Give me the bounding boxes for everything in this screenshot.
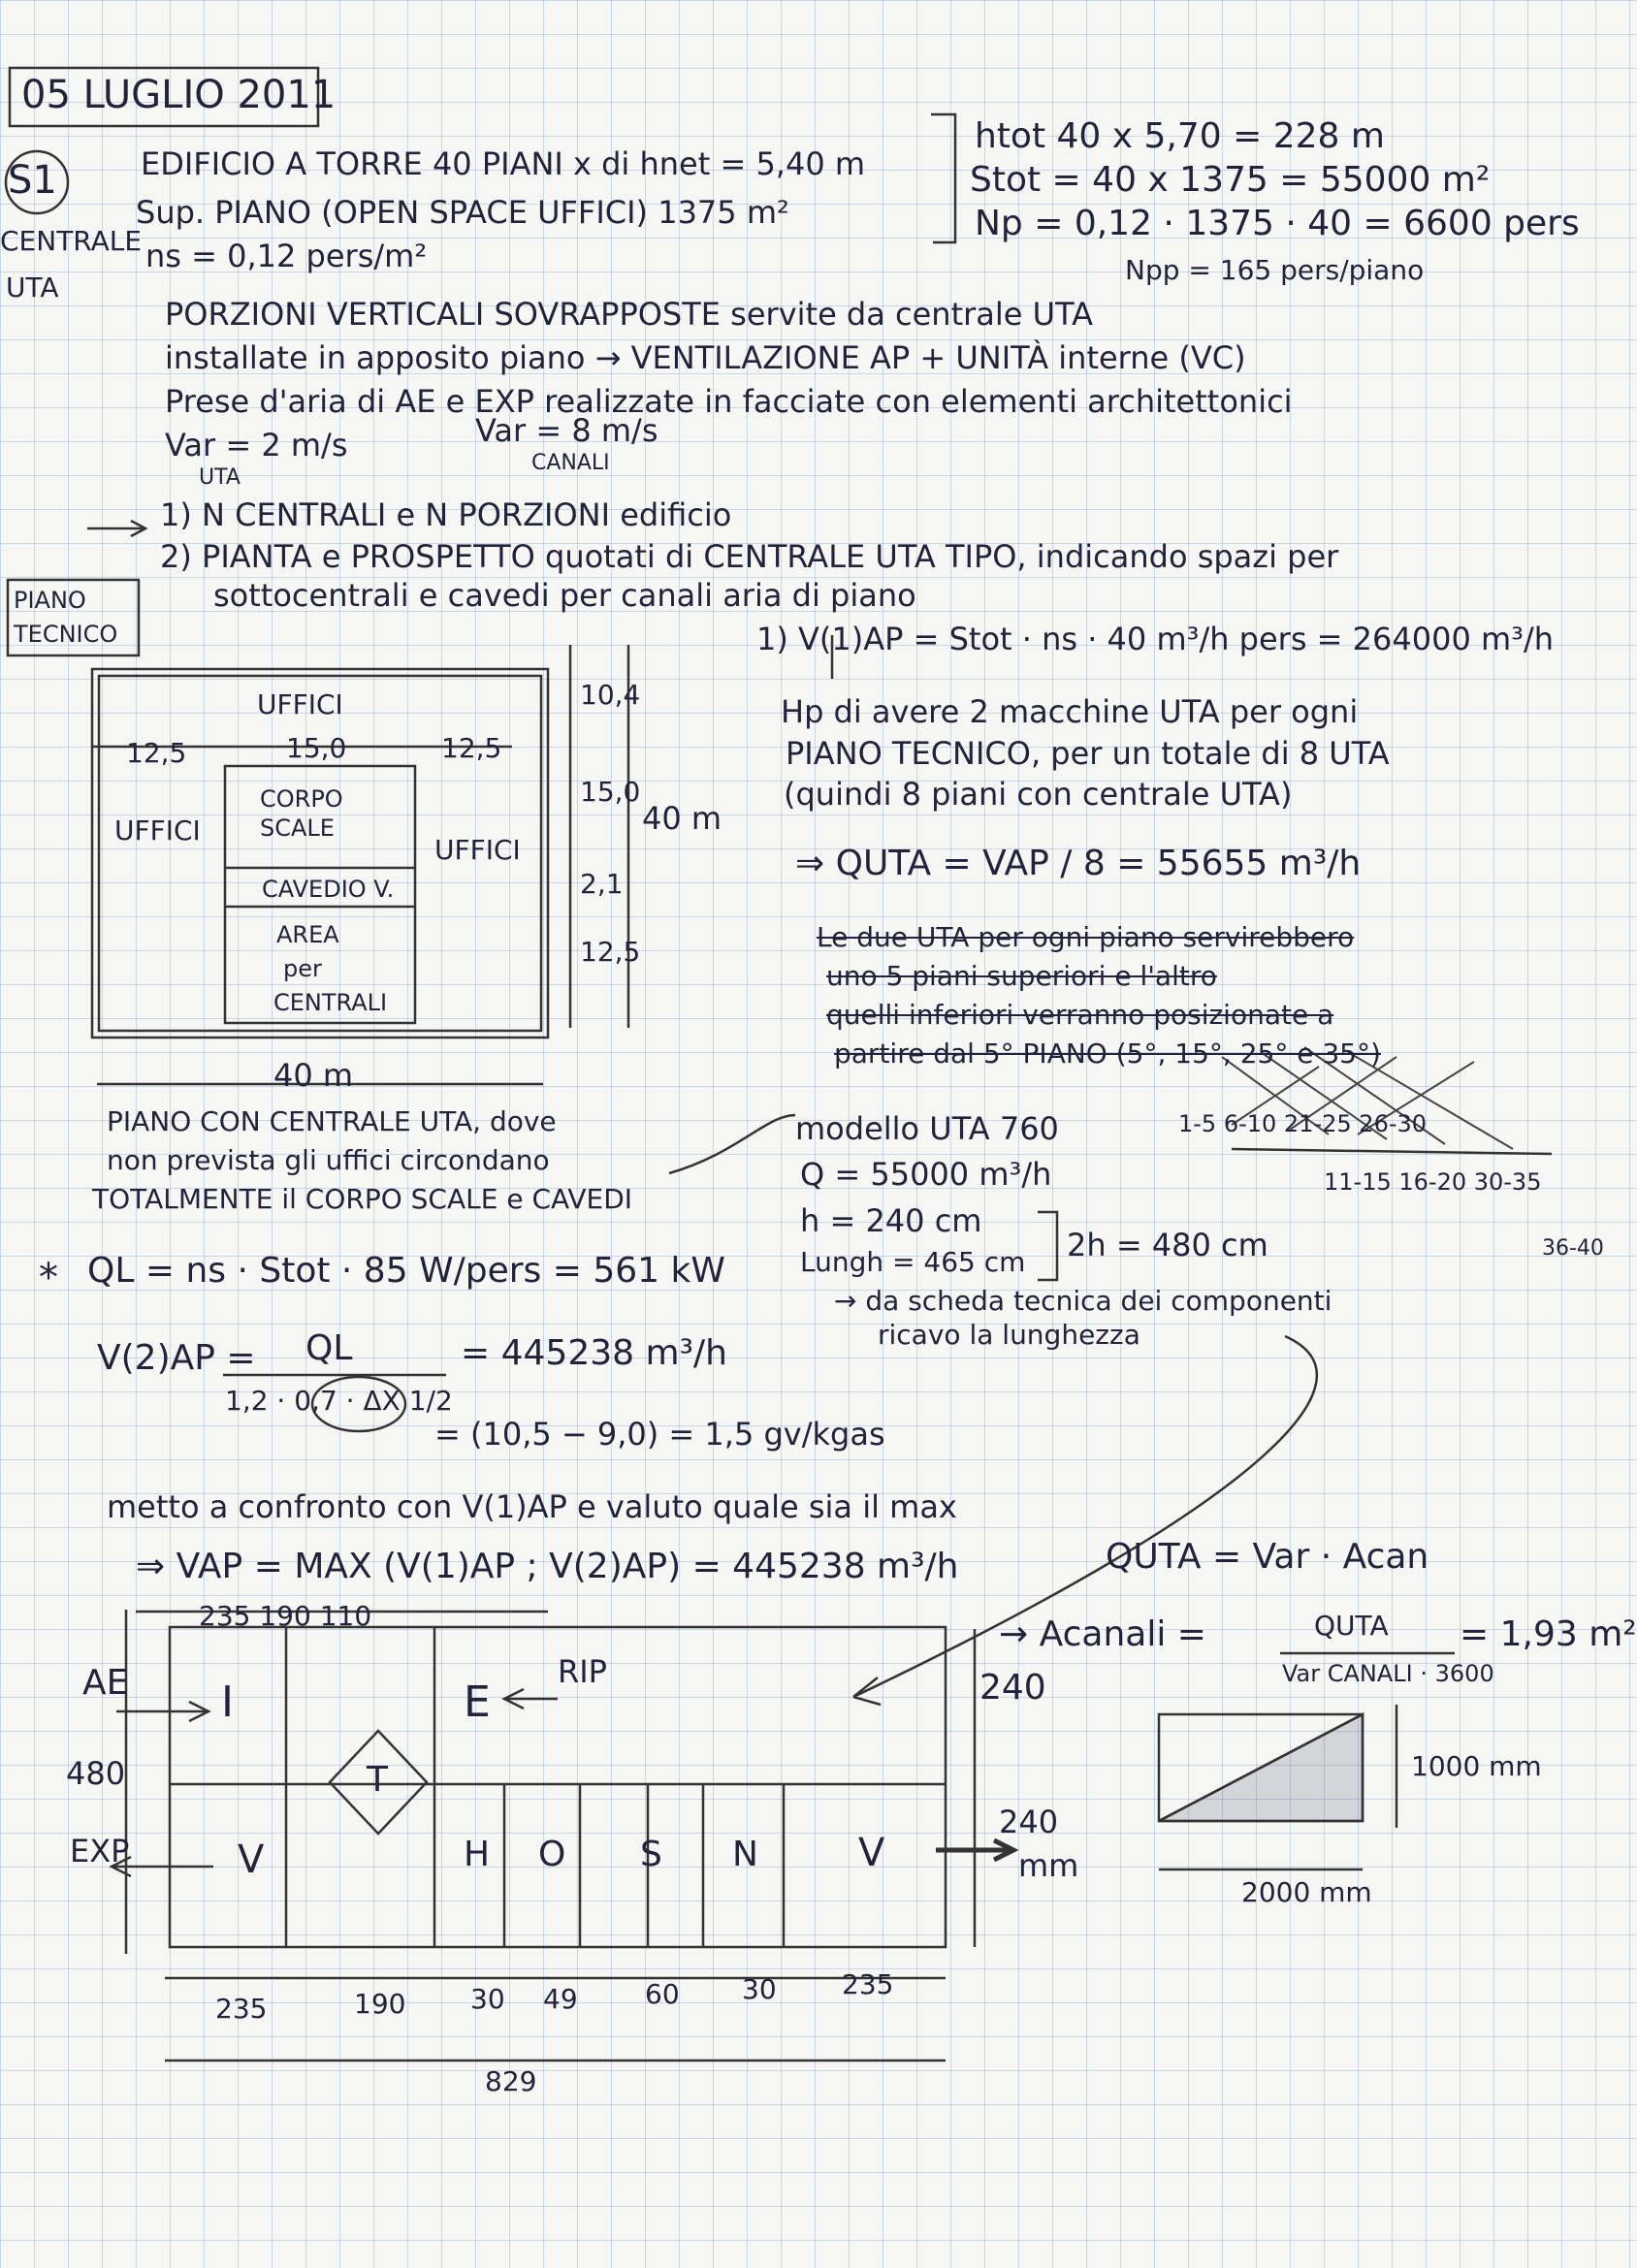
side-label-centrale: CENTRALE bbox=[0, 225, 143, 257]
bottom-dim-7: 235 bbox=[842, 1968, 894, 2000]
task-2: 2) PIANTA e PROSPETTO quotati di CENTRALE UTA TIPO, indicando spazi per bbox=[160, 538, 1339, 575]
calc-np: Np = 0,12 · 1375 · 40 = 6600 pers bbox=[975, 204, 1580, 243]
plan-uffici-right: UFFICI bbox=[434, 834, 521, 866]
plan-cavedio: CAVEDIO V. bbox=[262, 876, 395, 903]
floor-ranges-2: 11-15 16-20 30-35 bbox=[1324, 1168, 1542, 1196]
bottom-dim-6: 30 bbox=[742, 1973, 777, 2005]
calc-npp: Npp = 165 pers/piano bbox=[1125, 254, 1425, 286]
plan-dim-v1: 10,4 bbox=[580, 679, 641, 711]
hp-line-2: PIANO TECNICO, per un totale di 8 UTA bbox=[786, 735, 1390, 772]
plan-title-tecnico: TECNICO bbox=[14, 621, 118, 648]
hp-line-1: Hp di avere 2 macchine UTA per ogni bbox=[781, 693, 1359, 730]
description-line-1: PORZIONI VERTICALI SOVRAPPOSTE servite da centrale UTA bbox=[165, 296, 1094, 333]
section-h: H bbox=[464, 1835, 491, 1874]
plan-dim-v4: 12,5 bbox=[580, 936, 641, 968]
plan-dim-v3: 2,1 bbox=[580, 868, 624, 900]
plan-centrali: CENTRALI bbox=[273, 989, 388, 1016]
section-h480: 480 bbox=[66, 1755, 126, 1792]
var-uta: Var = 2 m/s bbox=[165, 427, 348, 463]
section-rip: RIP bbox=[558, 1653, 607, 1690]
plan-caption-3: TOTALMENTE il CORPO SCALE e CAVEDI bbox=[92, 1183, 633, 1215]
vap2-den: 1,2 · 0,7 · ΔX 1/2 bbox=[225, 1385, 453, 1417]
bottom-dim-5: 60 bbox=[645, 1978, 680, 2010]
plan-dim-v2: 15,0 bbox=[580, 776, 641, 808]
section-h240a: 240 bbox=[979, 1668, 1046, 1708]
side-label-uta: UTA bbox=[6, 272, 59, 303]
channel-w-dim: 2000 mm bbox=[1241, 1876, 1372, 1908]
struck-line-2: uno 5 piani superiori e l'altro bbox=[826, 960, 1217, 992]
channel-h-dim: 1000 mm bbox=[1411, 1750, 1542, 1782]
section-t: T bbox=[367, 1760, 388, 1800]
floor-ranges-1: 1-5 6-10 21-25 26-30 bbox=[1178, 1110, 1428, 1137]
vap2-num: QL bbox=[305, 1328, 353, 1368]
section-h240b: 240 bbox=[999, 1804, 1059, 1840]
section-v2: V bbox=[858, 1831, 885, 1875]
acanali-label: → Acanali = bbox=[999, 1614, 1206, 1654]
intro-line-2: Sup. PIANO (OPEN SPACE UFFICI) 1375 m² bbox=[136, 194, 789, 231]
quta-calc: ⇒ QUTA = VAP / 8 = 55655 m³/h bbox=[795, 844, 1362, 883]
plan-caption-2: non prevista gli uffici circondano bbox=[107, 1144, 550, 1176]
vap1-calc: 1) V(1)AP = Stot · ns · 40 m³/h pers = 264000 m³/h bbox=[756, 621, 1555, 657]
plan-uffici-top: UFFICI bbox=[257, 688, 343, 720]
vap-max: ⇒ VAP = MAX (V(1)AP ; V(2)AP) = 445238 m³/h bbox=[136, 1547, 959, 1586]
calc-htot: htot 40 x 5,70 = 228 m bbox=[975, 116, 1385, 156]
var-uta-sub: UTA bbox=[199, 465, 241, 490]
plan-uffici-left: UFFICI bbox=[114, 815, 201, 847]
struck-line-3: quelli inferiori verranno posizionate a bbox=[826, 999, 1334, 1031]
hp-line-3: (quindi 8 piani con centrale UTA) bbox=[784, 776, 1293, 813]
bottom-dim-1: 235 bbox=[215, 1993, 268, 2025]
section-mm: mm bbox=[1018, 1847, 1079, 1884]
bottom-dim-total: 829 bbox=[485, 2065, 537, 2097]
description-line-2: installate in apposito piano → VENTILAZIONE AP + UNITÀ interne (VC) bbox=[165, 339, 1246, 376]
description-line-3: Prese d'aria di AE e EXP realizzate in facciate con elementi architettonici bbox=[165, 383, 1293, 420]
section-label: S1 bbox=[8, 158, 57, 203]
section-e: E bbox=[464, 1677, 491, 1727]
bottom-dim-2: 190 bbox=[354, 1988, 406, 2020]
bottom-dim-3: 30 bbox=[470, 1983, 505, 2015]
ql-calc: QL = ns · Stot · 85 W/pers = 561 kW bbox=[87, 1251, 725, 1291]
ql-star: * bbox=[39, 1256, 58, 1300]
intro-line-3: ns = 0,12 pers/m² bbox=[145, 238, 428, 274]
plan-dim-right: 12,5 bbox=[441, 732, 502, 764]
plan-dim-left: 12,5 bbox=[126, 737, 187, 769]
section-i: I bbox=[221, 1677, 234, 1727]
calc-stot: Stot = 40 x 1375 = 55000 m² bbox=[970, 160, 1491, 200]
task-1: 1) N CENTRALI e N PORZIONI edificio bbox=[160, 496, 732, 533]
plan-title-piano: PIANO bbox=[14, 587, 86, 614]
intro-line-1: EDIFICIO A TORRE 40 PIANI x di hnet = 5,40 m bbox=[141, 145, 866, 182]
date-heading: 05 LUGLIO 2011 bbox=[21, 73, 337, 117]
section-v1: V bbox=[238, 1837, 265, 1882]
model-note-2: ricavo la lunghezza bbox=[878, 1319, 1140, 1351]
struck-line-1: Le due UTA per ogni piano servirebbero bbox=[817, 921, 1355, 953]
vap2-rhs: = 445238 m³/h bbox=[461, 1333, 727, 1373]
bottom-dim-4: 49 bbox=[543, 1983, 578, 2015]
struck-line-4: partire dal 5° PIANO (5°, 15°, 25° e 35°) bbox=[834, 1038, 1381, 1070]
var-canali: Var = 8 m/s bbox=[475, 412, 658, 449]
section-top-dims: 235 190 110 bbox=[199, 1600, 372, 1632]
vap2-lhs: V(2)AP = bbox=[97, 1338, 256, 1378]
section-exp: EXP bbox=[70, 1833, 130, 1869]
task-3: sottocentrali e cavedi per canali aria di piano bbox=[213, 577, 916, 614]
plan-dim-mid: 15,0 bbox=[286, 732, 347, 764]
plan-dim-total-v: 40 m bbox=[642, 800, 722, 837]
plan-per: per bbox=[283, 955, 322, 982]
floor-ranges-3: 36-40 bbox=[1542, 1236, 1604, 1261]
quta-eq: QUTA = Var · Acan bbox=[1106, 1537, 1429, 1577]
model-lungh: Lungh = 465 cm bbox=[800, 1246, 1026, 1278]
section-s: S bbox=[640, 1835, 662, 1874]
acanali-res: = 1,93 m² bbox=[1460, 1614, 1637, 1654]
var-canali-sub: CANALI bbox=[531, 451, 610, 475]
section-ae: AE bbox=[82, 1663, 129, 1703]
model-note-1: → da scheda tecnica dei componenti bbox=[834, 1285, 1332, 1317]
model-q: Q = 55000 m³/h bbox=[800, 1156, 1052, 1193]
section-o: O bbox=[538, 1835, 566, 1874]
compare-line: metto a confronto con V(1)AP e valuto quale sia il max bbox=[107, 1488, 957, 1525]
model-h: h = 240 cm bbox=[800, 1202, 982, 1239]
model-2h: 2h = 480 cm bbox=[1067, 1227, 1268, 1263]
section-n: N bbox=[732, 1835, 758, 1874]
acanali-num: QUTA bbox=[1314, 1610, 1389, 1642]
plan-corpo: CORPO bbox=[260, 785, 343, 813]
acanali-den: Var CANALI · 3600 bbox=[1282, 1660, 1494, 1687]
plan-caption-1: PIANO CON CENTRALE UTA, dove bbox=[107, 1105, 557, 1137]
plan-area: AREA bbox=[276, 921, 339, 948]
model-title: modello UTA 760 bbox=[795, 1110, 1059, 1147]
plan-dim-total-h: 40 m bbox=[273, 1057, 354, 1094]
plan-scale: SCALE bbox=[260, 815, 335, 842]
dx-calc: = (10,5 − 9,0) = 1,5 gv/kgas bbox=[434, 1416, 885, 1453]
